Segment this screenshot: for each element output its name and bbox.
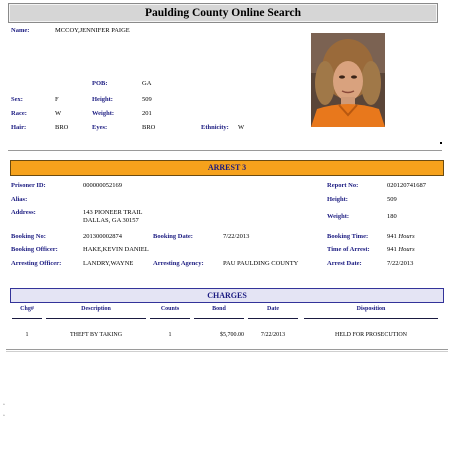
bottom-divider-shadow — [6, 351, 448, 352]
height-label: Height: — [92, 96, 113, 103]
name-value: MCCOY,JENNIFER PAIGE — [55, 27, 130, 34]
time-of-arrest-number: 941 — [387, 246, 397, 253]
arresting-agency-label: Arresting Agency: — [153, 260, 204, 267]
bottom-divider — [6, 349, 448, 350]
pob-value: GA — [142, 80, 152, 87]
hair-value: BRO — [55, 124, 69, 131]
report-no-value: 020120741687 — [387, 182, 426, 189]
time-of-arrest-value — [387, 246, 415, 253]
charges-col-date: Date — [267, 306, 279, 312]
time-of-arrest-label: Time of Arrest: — [327, 246, 370, 253]
dot-marker — [440, 142, 442, 144]
arrest-height-label: Height: — [327, 196, 348, 203]
page-title: Paulding County Online Search — [8, 3, 438, 23]
charges-col-rule — [194, 318, 244, 319]
booking-officer-label: Booking Officer: — [11, 246, 58, 253]
alias-label: Alias: — [11, 196, 28, 203]
arrest-date-value: 7/22/2013 — [387, 260, 414, 267]
booking-time-number: 941 — [387, 233, 397, 240]
charges-col-bond: Bond — [212, 306, 226, 312]
prisoner-id-value: 000000052169 — [83, 182, 122, 189]
arresting-officer-value: LANDRY,WAYNE — [83, 260, 134, 267]
charge-bond: $5,700.00 — [220, 332, 244, 338]
charge-counts: 1 — [168, 332, 172, 338]
corner-mark-icon: ▫ — [3, 414, 5, 419]
corner-mark-icon: ▫ — [3, 403, 5, 408]
address-label: Address: — [11, 209, 36, 216]
booking-officer-value: HAKE,KEVIN DANIEL — [83, 246, 149, 253]
charges-col-rule — [12, 318, 42, 319]
arrest-date-label: Arrest Date: — [327, 260, 362, 267]
arrest-header: ARREST 3 — [10, 160, 444, 176]
arrest-height-value: 509 — [387, 196, 397, 203]
charge-disposition: HELD FOR PROSECUTION — [334, 332, 407, 338]
charges-col-disposition: Disposition — [356, 306, 386, 312]
charges-col-description: Description — [81, 306, 111, 312]
charges-col-counts: Counts — [160, 306, 180, 312]
race-value: W — [55, 110, 62, 117]
charges-col-chg: Chg# — [20, 306, 34, 312]
charge-date: 7/22/2013 — [260, 332, 286, 338]
table-row — [0, 332, 457, 342]
report-no-label: Report No: — [327, 182, 359, 189]
charge-number: 1 — [25, 332, 29, 338]
height-value: 509 — [142, 96, 152, 103]
arresting-agency-value: PAU PAULDING COUNTY — [223, 260, 299, 267]
charges-header: CHARGES — [10, 288, 444, 303]
weight-value: 201 — [142, 110, 152, 117]
booking-date-label: Booking Date: — [153, 233, 193, 240]
weight-label: Weight: — [92, 110, 115, 117]
arresting-officer-label: Arresting Officer: — [11, 260, 62, 267]
race-label: Race: — [11, 110, 27, 117]
charge-description: THEFT BY TAKING — [69, 332, 123, 338]
name-label: Name: — [11, 27, 30, 34]
mugshot-photo — [311, 33, 385, 127]
hair-label: Hair: — [11, 124, 27, 131]
sex-label: Sex: — [11, 96, 23, 103]
address-line2: DALLAS, GA 30157 — [83, 217, 139, 224]
charges-col-rule — [150, 318, 190, 319]
arrest-weight-label: Weight: — [327, 213, 350, 220]
eyes-value: BRO — [142, 124, 156, 131]
pob-label: POB: — [92, 80, 108, 87]
booking-no-label: Booking No: — [11, 233, 46, 240]
eyes-label: Eyes: — [92, 124, 108, 131]
booking-no-value: 201300002874 — [83, 233, 122, 240]
sex-value: F — [55, 96, 59, 103]
section-divider — [8, 150, 442, 151]
booking-time-value — [387, 233, 415, 240]
time-of-arrest-unit: Hours — [398, 246, 415, 253]
arrest-weight-value: 180 — [387, 213, 397, 220]
charges-col-rule — [304, 318, 438, 319]
booking-time-unit: Hours — [398, 233, 415, 240]
address-line1: 143 PIONEER TRAIL — [83, 209, 143, 216]
ethnicity-value: W — [238, 124, 245, 131]
charges-col-rule — [46, 318, 146, 319]
ethnicity-label: Ethnicity: — [201, 124, 229, 131]
prisoner-id-label: Prisoner ID: — [11, 182, 46, 189]
booking-time-label: Booking Time: — [327, 233, 369, 240]
mugshot-image — [311, 33, 385, 127]
charges-col-rule — [248, 318, 298, 319]
booking-date-value: 7/22/2013 — [223, 233, 250, 240]
